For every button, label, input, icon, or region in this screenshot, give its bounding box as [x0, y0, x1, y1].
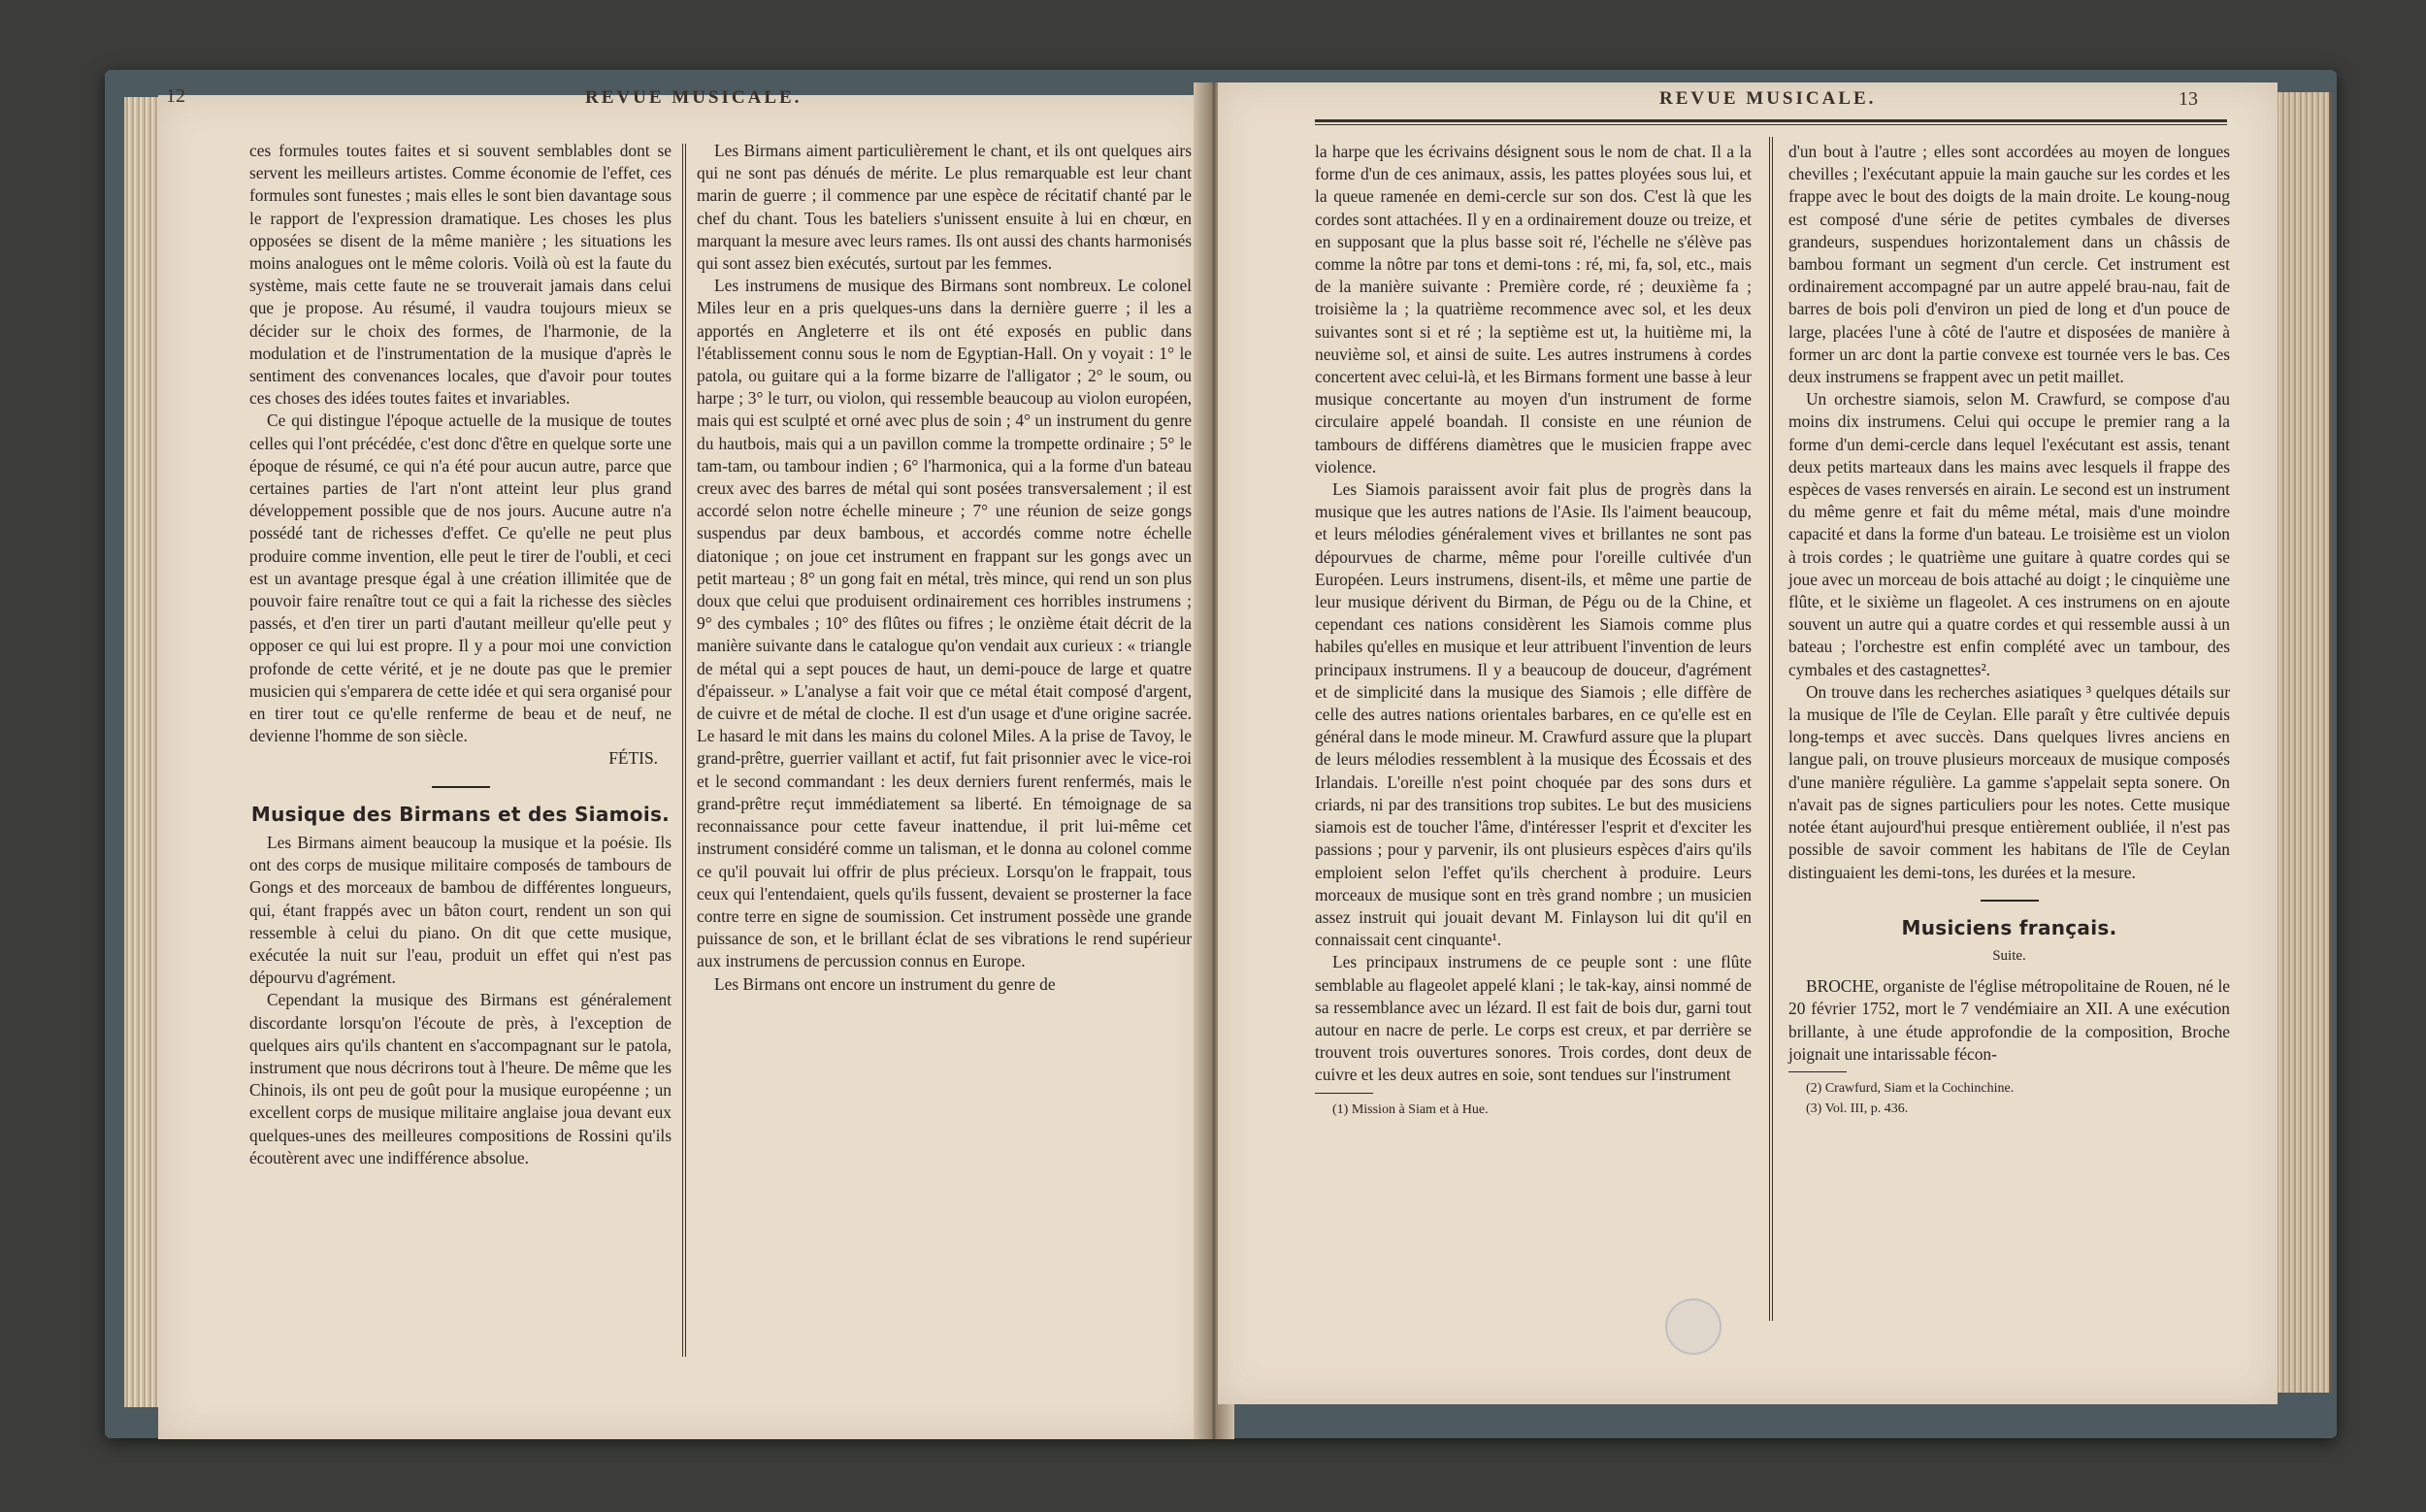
running-head-right: REVUE MUSICALE. — [1659, 88, 1877, 109]
paragraph: Les Birmans aiment particulièrement le chant, et ils ont quelques airs qui ne sont pas dénués de mérite. Le plus remarquable est leur chant marin de guerre ; il commence par une espèce de récitatif chanté par le chef du chant. Tous les bateliers s'unissent ensuite à lui en chœur, en marquant la mesure avec leurs rames. Ils ont aussi des chants harmonisés qui sont assez bien exécutés, surtout par les femmes. — [697, 141, 1192, 274]
header-rule — [1315, 119, 2227, 125]
section-subtitle: Suite. — [1992, 947, 2026, 964]
page-edges-right — [2269, 92, 2332, 1393]
left-column-2 — [697, 140, 1192, 996]
paragraph: Cependant la musique des Birmans est généralement discordante lorsqu'on l'écoute de près, à l'exception de quelques airs qu'ils chantent en s'accompagnant sur le patola, instrument que nous décrirons tout à l'heure. De même que les Chinois, ils ont peu de goût pour la musique européenne ; un excellent corps de musique militaire anglaise joua devant eux quelques-unes des meilleures compositions de Rossini qu'ils écoutèrent avec une indifférence absolue. — [249, 990, 672, 1167]
running-head-left: REVUE MUSICALE. — [585, 87, 803, 108]
paragraph: d'un bout à l'autre ; elles sont accordées au moyen de longues chevilles ; l'exécutant appuie la main gauche sur les cordes et les frappe avec le bout des doigts de la main droite. Le koung-noug est composé d'une série de petites cymbales de diverses grandeurs, suspendues horizontalement dans un châssis de bambou formant un segment d'un cercle. Cet instrument est ordinairement accompagné par un autre appelé brau-nau, fait de barres de bois poli d'environ un pied de long et d'un pouce de large, placées l'une à côté de l'autre et disposées de manière à former un arc dont la partie convexe est tournée vers le bas. Ces deux instrumens se frappent avec un petit maillet. — [1788, 142, 2230, 387]
paragraph: Les principaux instrumens de ce peuple sont : une flûte semblable au flageolet appelé klani ; le tak-kay, ainsi nommé de sa ressemblance avec un lézard. Il est fait de bois dur, garni tout autour en nacre de perle. Le corps est creux, et par derrière se trouvent trois ouvertures sonores. Trois cordes, dont deux de cuivre et les deux autres en soie, sont tendues sur l'instrument — [1315, 952, 1752, 1085]
left-column-1 — [249, 140, 672, 1169]
left-page — [158, 85, 1206, 1439]
page-edges-left — [124, 97, 159, 1407]
paragraph: la harpe que les écrivains désignent sous le nom de chat. Il a la forme d'un de ces animaux, assis, les pattes ployées sous lui, et la queue ramenée en demi-cercle sur son dos. C'est là que les cordes sont attachées. Il y en a ordinairement douze ou treize, et en supposant que la plus basse soit ré, l'échelle ne s'élève pas comme la nôtre par tons et demi-tons : ré, mi, fa, sol, etc., mais de la manière suivante : Première corde, ré ; deuxième fa ; troisième la ; la quatrième recommence avec sol, et les deux suivantes sont si et ré ; la septième est ut, la huitième mi, la neuvième sol, et ainsi de suite. Les autres instrumens à cordes concertent avec celui-là, et les Birmans forment une basse à leur musique concertante au moyen d'un instrument de forme circulaire appelé boandah. Il consiste en une réunion de tambours de différens diamètres que le musicien frappe avec violence. — [1315, 142, 1752, 477]
signature: FÉTIS. — [608, 748, 658, 769]
footnote: (2) Crawfurd, Siam et la Cochinchine. — [1806, 1080, 2015, 1096]
paragraph: Les Birmans aiment beaucoup la musique et la poésie. Ils ont des corps de musique militaire composés de tambours de Gongs et des morceaux de bambou de différentes longueurs, qui, étant frappés avec un bâton court, rendent un son qui ressemble à celui du piano. On dit que cette musique, exécutée la nuit sur l'eau, produit un effet qui n'est pas dépourvu d'agrément. — [249, 832, 672, 988]
right-page — [1218, 82, 2278, 1404]
footnote-rule — [1788, 1071, 1847, 1072]
paragraph: On trouve dans les recherches asiatiques ³ quelques détails sur la musique de l'île de Ceylan. Elle paraît y être cultivée depuis long-temps et avec succès. Dans quelques livres anciens en langue pali, on trouve plusieurs morceaux de musique composés d'une manière régulière. La gamme s'appelait septa sonere. On n'avait pas de signes particuliers pour les notes. Cette musique notée étant aujourd'hui presque entièrement oubliée, il n'est pas possible de savoir comment les habitans de l'île de Ceylan distinguaient les demi-tons, les durées et la mesure. — [1788, 681, 2230, 882]
paragraph: ces formules toutes faites et si souvent semblables dont se servent les meilleurs artistes. Comme économie de l'effet, ces formules sont funestes ; mais elles le sont bien davantage sous le rapport de l'expression dramatique. Les choses les plus opposées se disent de la même manière ; les situations les moins analogues ont le même coloris. Voilà où est la faute du système, mais cette faute ne se trouverait jamais dans celui que je propose. Au résumé, il vaudra toujours mieux se décider sur le choix des formes, de l'harmonie, de la modulation et de l'instrumentation de la musique d'après le sentiment des convenances locales, que d'avoir pour toutes ces choses des idées toutes faites et invariables. — [249, 141, 672, 409]
section-title: Musique des Birmans et des Siamois. — [250, 802, 671, 826]
paragraph: Les instrumens de musique des Birmans sont nombreux. Le colonel Miles leur en a pris quelques-uns dans la dernière guerre ; il les a apportés en Angleterre et ils ont été exposés en public dans l'établissement connu sous le nom de Egyptian-Hall. On y voyait : 1° le patola, ou guitare qui a la forme bizarre de l'alligator ; 2° le soum, ou harpe ; 3° le turr, ou violon, qui ressemble beaucoup au violon européen, mais qui est sculpté et orné avec plus de soin ; 4° un instrument du genre du hautbois, mais qui a un pavillon comme la trompette ordinaire ; 5° le tam-tam, ou tambour indien ; 6° l'harmonica, qui a la forme d'un bateau creux avec des barres de métal qui sont posées transversalement ; il est accordé selon notre échelle mineure ; 7° une réunion de seize gongs suspendus par deux bambous, et accordés comme notre échelle diatonique ; on joue cet instrument en frappant sur les gongs avec un petit marteau ; 8° un gong fait en métal, très mince, qui rend un son plus doux que celui que produisent ordinairement ces horribles instrumens ; 9° des cymbales ; 10° des flûtes ou fifres ; le onzième était décrit de la manière suivante dans le catalogue qu'on vendait aux curieux : « triangle de métal qui a sept pouces de haut, un demi-pouce de large et quatre d'épaisseur. » L'analyse a fait voir que ce métal était composé d'argent, de cuivre et de métal de cloche. Il est d'un usage et d'une origine sacrée. Le hasard le mit dans les mains du colonel Miles. A la prise de Tavoy, le grand-prêtre, guerrier vaillant et actif, fut fait prisonnier avec le vice-roi et le second commandant : les deux derniers furent renfermés, mais le grand-prêtre reçut immédiatement sa liberté. En témoignage de sa reconnaissance pour cette faveur inattendue, il prit lui-même cet instrument considéré comme un talisman, et le donna au colonel comme ce qu'il pouvait lui offrir de plus précieux. Lorsqu'on le frappait, tous ceux qui l'entendaient, quels qu'ils fussent, devaient se prosterner la face contre terre en signe de soumission. Cet instrument possède une grande puissance de son, et le brillant éclat de ses vibrations le rend supérieur aux instrumens de percussion connus en Europe. — [697, 276, 1192, 971]
footnote-rule — [1315, 1093, 1373, 1094]
paragraph: Les Birmans ont encore un instrument du genre de — [714, 973, 1056, 994]
column-rule — [682, 144, 686, 1357]
footnote: (1) Mission à Siam et à Hue. — [1332, 1101, 1489, 1117]
paragraph: BROCHE, organiste de l'église métropolitaine de Rouen, né le 20 février 1752, mort le 7 vendémiaire an XII. A une exécution brillante, à une étude approfondie de la composition, Broche joignait une intarissable fécon- — [1788, 976, 2230, 1064]
right-column-1 — [1315, 141, 1752, 1120]
paragraph: Ce qui distingue l'époque actuelle de la musique de toutes celles qui l'ont précédée, c'est donc d'être en quelque sorte une époque de résumé, ce qui n'a été pour aucun autre, parce que certaines parties de l'art n'ont atteint leur plus grand développement possible que de nos jours. Aucune autre n'a possédé tant de richesses d'effet. Ce qu'elle ne peut plus produire comme invention, elle peut le tirer de l'oubli, et ceci est un avantage presque égal à une création illimitée que de pouvoir faire renaître tout ce qui a fait la richesse des siècles passés, et d'en tirer un parti d'autant meilleur qu'elle peut y opposer ce qui lui est propre. Il y a pour moi une conviction profonde de cette vérité, et je ne doute pas que le premier musicien qui s'emparera de cette idée et qui sera organisé pour en tirer tout ce qu'elle renferme de beau et de neuf, ne devienne l'homme de son siècle. — [249, 411, 672, 746]
right-column-2 — [1788, 141, 2230, 1119]
section-divider — [432, 786, 490, 788]
column-rule — [1769, 137, 1773, 1321]
section-divider — [1981, 900, 2039, 902]
paragraph: Un orchestre siamois, selon M. Crawfurd, se compose d'au moins dix instrumens. Celui qui occupe le premier rang a la forme d'un demi-cercle dans lequel l'exécutant est assis, tenant deux petits marteaux dans les mains avec lesquels il frappe des espèces de vases renversés en airain. Le second est un instrument du même genre et fait du même métal, mais d'une moindre capacité et dans la forme d'un bateau. Le troisième est un violon à trois cordes ; le quatrième une guitare à quatre cordes qui se joue avec un morceau de bois attaché au doigt ; le cinquième une flûte, et le sixième un flageolet. A ces instrumens on en ajoute souvent un autre qui a quatre cordes et qui ressemble aussi à un bateau ; l'orchestre est enfin complété avec un tambour, des cymbales et des castagnettes². — [1788, 389, 2230, 679]
folio-right: 13 — [2179, 88, 2198, 110]
footnote: (3) Vol. III, p. 436. — [1806, 1101, 1909, 1116]
library-stamp — [1665, 1298, 1721, 1355]
paragraph: Les Siamois paraissent avoir fait plus de progrès dans la musique que les autres nations de l'Asie. Ils l'aiment beaucoup, et leurs mélodies généralement vives et brillantes ne sont pas dépourvues de charme, même pour l'oreille cultivée d'un Européen. Leurs instrumens, disent-ils, et même une partie de leur musique dérivent du Birman, de Pégu ou de la Chine, et cependant ces nations considèrent les Siamois comme plus habiles qu'elles en musique et leur attribuent l'invention de leurs principaux instrumens. Il y a beaucoup de douceur, d'agrément et de simplicité dans la musique des Siamois ; elle diffère de celle des autres nations orientales barbares, en ce qu'elle est en général dans le mode mineur. M. Crawfurd assure que la plupart de leurs mélodies ressemblent à la musique des Écossais et des Irlandais. L'oreille n'est point choquée par des sons durs et criards, ni par des transitions trop subites. Le but des musiciens siamois est de toucher l'âme, d'intéresser l'esprit et d'exciter les passions ; pour y parvenir, ils ont plusieurs espèces d'airs qu'ils emploient selon l'effet qu'ils cherchent à produire. Leurs morceaux de musique sont en très grand nombre ; un musicien assez instruit qui jouait devant M. Finlayson lui dit qu'il en connaissait cent cinquante¹. — [1315, 479, 1752, 950]
folio-left: 12 — [166, 85, 185, 107]
section-title: Musiciens français. — [1901, 915, 2117, 939]
